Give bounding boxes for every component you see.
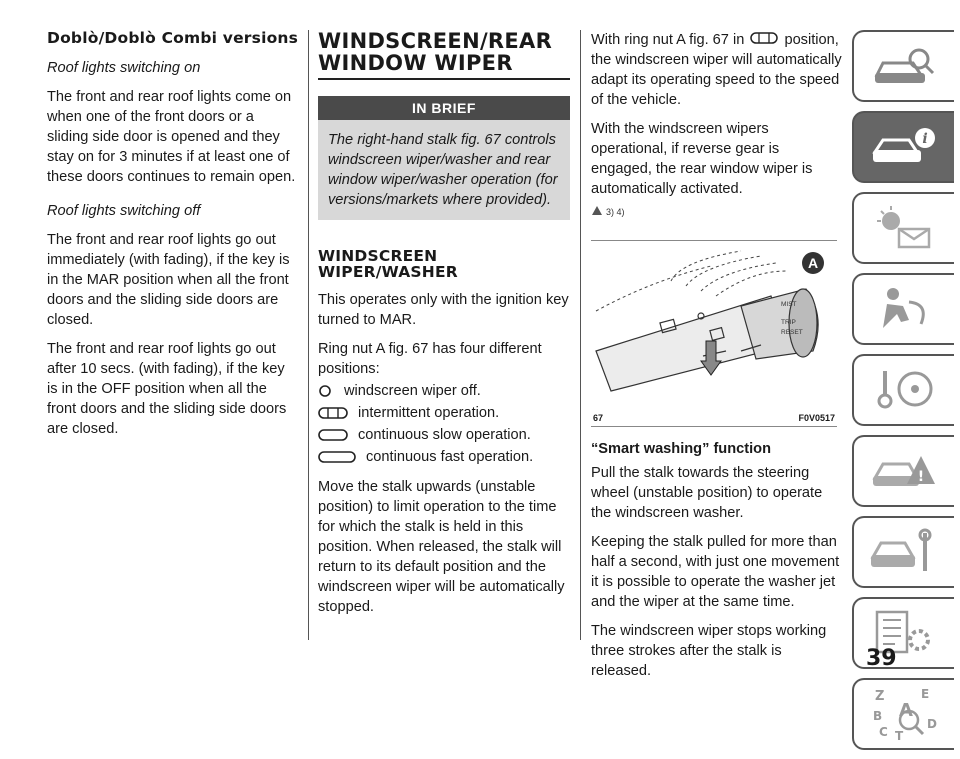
paragraph: Keeping the stalk pulled for more than half a second, with just one movement it is possible to operate the washer jet and the wiper at the same time. <box>591 534 840 611</box>
stalk-illustration <box>591 241 837 405</box>
column-wiper-cont <box>591 30 843 690</box>
paragraph <box>591 30 843 110</box>
tab-emergency[interactable] <box>852 435 954 507</box>
figure-code: F0V0517 <box>798 413 835 424</box>
paragraph: The front and rear roof lights come on when one of the front doors or a sliding side door is opened and they stay on for 3 minutes if at least one of these doors continues to remain open. <box>47 89 296 185</box>
position-label: intermittent operation. <box>358 405 500 421</box>
index-letter: B <box>873 709 883 723</box>
svg-text:i: i <box>922 131 928 147</box>
wiper-intermittent-icon <box>750 30 778 50</box>
paragraph: The front and rear roof lights go out immediately (with fading), if the key is in the MAR position when all the front doors and the sliding side doors are closed. <box>47 232 290 328</box>
index-letter: D <box>927 717 937 731</box>
index-az-icon <box>869 686 939 742</box>
position-item <box>318 381 570 401</box>
in-brief-box: The right-hand stalk fig. 67 controls windscreen wiper/washer and rear window wiper/washer operation (for versions/markets where provided). <box>318 120 570 220</box>
svg-text:!: ! <box>917 469 925 485</box>
tab-knowing-car[interactable] <box>852 30 954 102</box>
stalk-label: MIST <box>781 301 797 309</box>
tab-maintenance[interactable] <box>852 516 954 588</box>
tab-starting-driving[interactable] <box>852 354 954 426</box>
wiper-intermittent-icon <box>318 406 358 420</box>
paragraph: Pull the stalk towards the steering wheel (unstable position) to operate the windscreen washer. <box>591 465 823 522</box>
subheading-switching-off: Roof lights switching off <box>47 203 201 219</box>
position-label: continuous fast operation. <box>366 449 534 465</box>
function-heading: “Smart washing” function <box>591 441 771 458</box>
column-wiper <box>318 30 570 626</box>
tab-safety[interactable] <box>852 273 954 345</box>
in-brief-header: IN BRIEF <box>318 96 570 120</box>
car-service-icon <box>869 527 939 577</box>
paragraph: The windscreen wiper stops working three strokes after the stalk is released. <box>591 623 827 680</box>
position-label: windscreen wiper off. <box>344 383 481 399</box>
warning-lights-icon <box>869 203 939 253</box>
index-letter: C <box>879 725 888 739</box>
emergency-car-icon <box>869 446 939 496</box>
position-item <box>318 403 570 423</box>
position-item <box>318 447 570 467</box>
column-divider <box>308 30 309 640</box>
wiper-slow-icon <box>318 428 358 442</box>
subheading-switching-on: Roof lights switching on <box>47 60 201 76</box>
section-heading: Doblò/Doblò Combi versions <box>47 29 299 47</box>
chapter-title: WINDSCREEN/REAR WINDOW WIPER <box>318 29 553 75</box>
paragraph: This operates only with the ignition key turned to MAR. <box>318 292 569 328</box>
stalk-label: TRIP <box>781 319 796 327</box>
paragraph: With the windscreen wipers operational, if reverse gear is engaged, the rear window wiper is automatically activated. <box>591 121 813 198</box>
tab-knowing-instruments[interactable] <box>852 111 954 183</box>
paragraph-end: position, the windscreen wiper will automatically adapt its operating speed to the speed of the vehicle. <box>591 32 842 109</box>
paragraph: Ring nut A fig. 67 has four different positions: <box>318 341 542 377</box>
index-letter: A <box>899 700 913 721</box>
reference-numbers: 3) 4) <box>606 206 625 217</box>
car-search-icon <box>869 41 939 91</box>
column-divider <box>580 30 581 640</box>
warning-references <box>591 205 843 218</box>
key-steering-icon <box>869 365 939 415</box>
tab-index[interactable] <box>852 678 954 750</box>
warning-icon <box>591 205 603 218</box>
page-number: 39 <box>866 646 897 671</box>
tab-warning-lights[interactable] <box>852 192 954 264</box>
figure-caption <box>591 410 837 427</box>
paragraph: The front and rear roof lights go out after 10 secs. (with fading), if the key is in the OFF position when all the front doors and the sliding side doors are closed. <box>47 341 287 437</box>
car-info-icon <box>869 122 939 172</box>
paragraph-start: With ring nut A fig. 67 in <box>591 32 745 48</box>
index-letter: Z <box>875 689 885 704</box>
stalk-label: RESET <box>781 329 803 337</box>
callout-a-label: A <box>807 255 819 272</box>
position-item <box>318 425 570 445</box>
airbag-safety-icon <box>869 284 939 334</box>
figure-67 <box>591 240 837 431</box>
position-label: continuous slow operation. <box>358 427 531 443</box>
index-letter: E <box>921 687 930 701</box>
figure-number: 67 <box>593 413 604 424</box>
title-rule <box>318 78 570 80</box>
section-heading: WINDSCREEN WIPER/WASHER <box>318 247 458 281</box>
wiper-fast-icon <box>318 450 366 464</box>
index-letter: T <box>895 729 904 742</box>
paragraph: Move the stalk upwards (unstable position) to limit operation to the time for which the stalk is held in this position. When released, the stalk will return to its default position and the windscreen wiper will be automatically stopped. <box>318 479 565 615</box>
column-roof-lights <box>47 30 299 448</box>
